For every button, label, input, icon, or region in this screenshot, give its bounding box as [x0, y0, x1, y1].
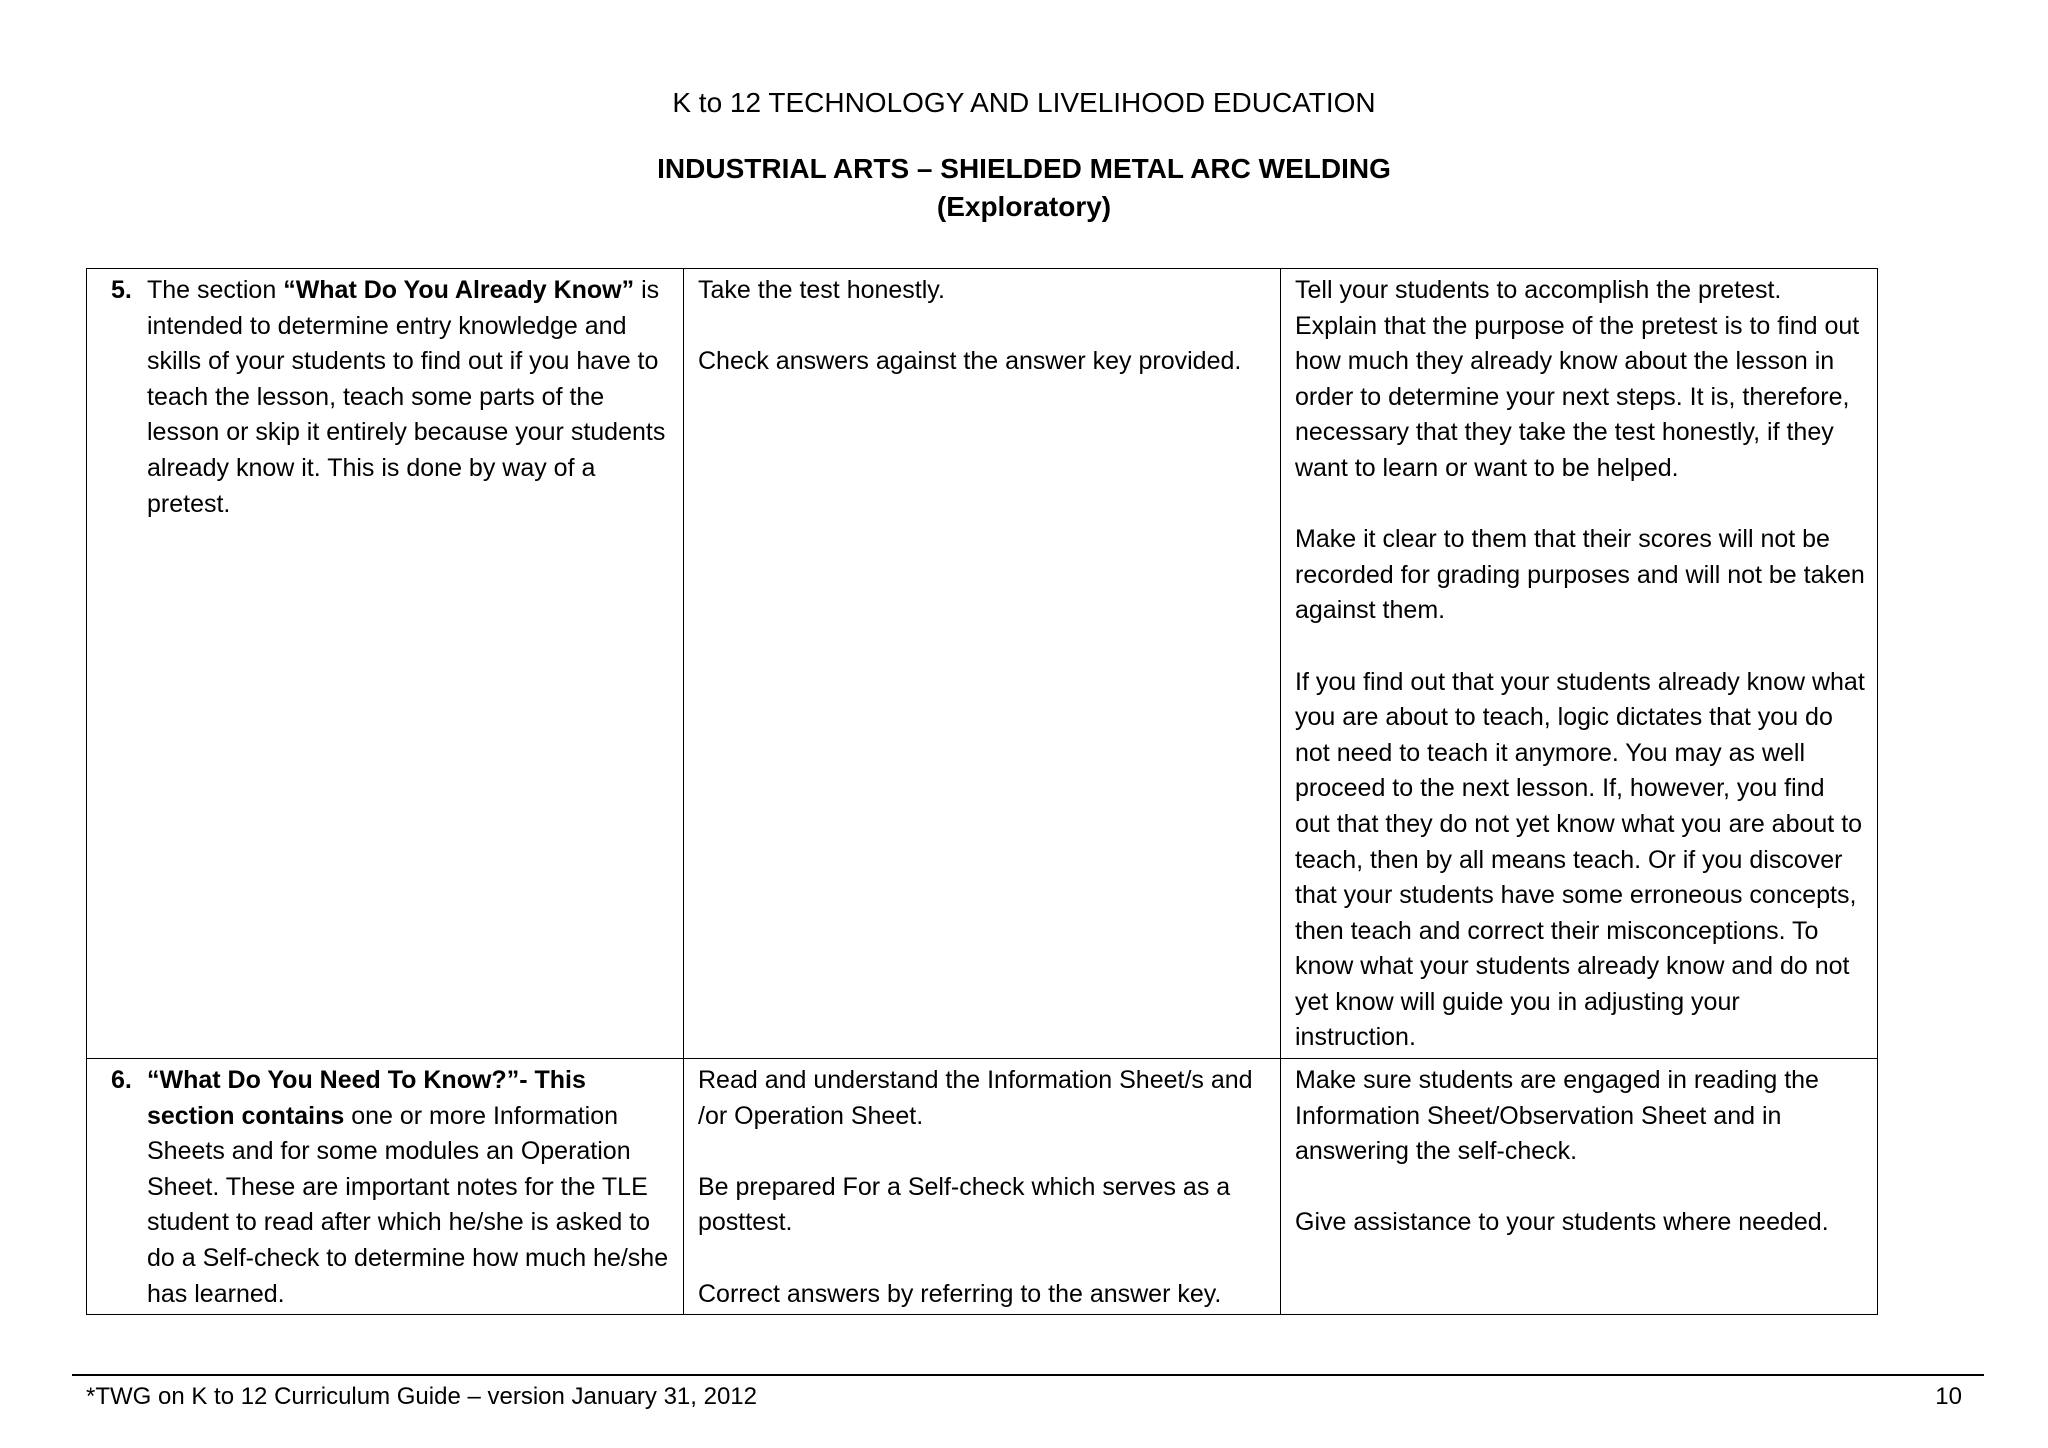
paragraph: Correct answers by referring to the answer key. [698, 1279, 1222, 1308]
paragraph: Make it clear to them that their scores will not be recorded for grading purposes and will not be taken against them. [1295, 525, 1865, 625]
lesson-guide-table [86, 268, 1878, 1315]
row-5-desc-bold: “What Do You Already Know” [283, 276, 635, 304]
row-6-desc-post: one or more Information Sheets and for some modules an Operation Sheet. These are important notes for the TLE student to read after which he/she is asked to do a Self-check to determine how much he/she has learned. [147, 1101, 669, 1308]
row-5-student-cell [684, 269, 1281, 1059]
row-6-description-cell [87, 1059, 684, 1315]
footer-version-note: *TWG on K to 12 Curriculum Guide – version January 31, 2012 [86, 1383, 757, 1410]
page-number: 10 [1935, 1383, 1962, 1410]
row-6-desc-bold: “What Do You Need To Know?”- This section contains [147, 1066, 586, 1130]
document-header-title: K to 12 TECHNOLOGY AND LIVELIHOOD EDUCATION [672, 87, 1376, 118]
paragraph: Be prepared For a Self-check which serves as a posttest. [698, 1172, 1231, 1237]
document-subtitle [0, 150, 2048, 226]
paragraph: If you find out that your students already know what you are about to teach, logic dictates that you do not need to teach it anymore. You may as well proceed to the next lesson. If, however, you find out that they do not yet know what you are about to teach, then by all means teach. Or if you discover that your students have some erroneous concepts, then teach and correct their misconceptions. To know what your students already know and do not yet know will guide you in adjusting your instruction. [1295, 667, 1865, 1052]
row-number: 6. [111, 1066, 132, 1095]
paragraph: Make sure students are engaged in reading the Information Sheet/Observation Sheet and in answering the self-check. [1295, 1066, 1819, 1166]
row-6-teacher-cell [1281, 1059, 1878, 1315]
row-5-desc-pre: The section [147, 276, 284, 304]
paragraph: Read and understand the Information Sheet/s and /or Operation Sheet. [698, 1066, 1253, 1130]
paragraph: Take the test honestly. [698, 276, 945, 304]
footer-divider [72, 1374, 1984, 1376]
row-5-description-cell [87, 269, 684, 1059]
row-5-teacher-cell [1281, 269, 1878, 1059]
subtitle-type: (Exploratory) [936, 191, 1112, 222]
paragraph: Give assistance to your students where needed. [1295, 1208, 1829, 1237]
table-row [87, 269, 1878, 1059]
row-6-student-cell [684, 1059, 1281, 1315]
row-number: 5. [111, 276, 132, 304]
paragraph: Check answers against the answer key provided. [698, 347, 1242, 376]
paragraph: Tell your students to accomplish the pretest. Explain that the purpose of the pretest is to find out how much they already know about the lesson in order to determine your next steps. It is, therefore, necessary that they take the test honestly, if they want to learn or want to be helped. [1295, 276, 1860, 482]
table-row [87, 1059, 1878, 1315]
row-5-desc-post: is intended to determine entry knowledge and skills of your students to find out if you have to teach the lesson, teach some parts of the lesson or skip it entirely because your students already know it. This is done by way of a pretest. [147, 276, 666, 518]
subtitle-course: INDUSTRIAL ARTS – SHIELDED METAL ARC WELDING [657, 153, 1391, 184]
